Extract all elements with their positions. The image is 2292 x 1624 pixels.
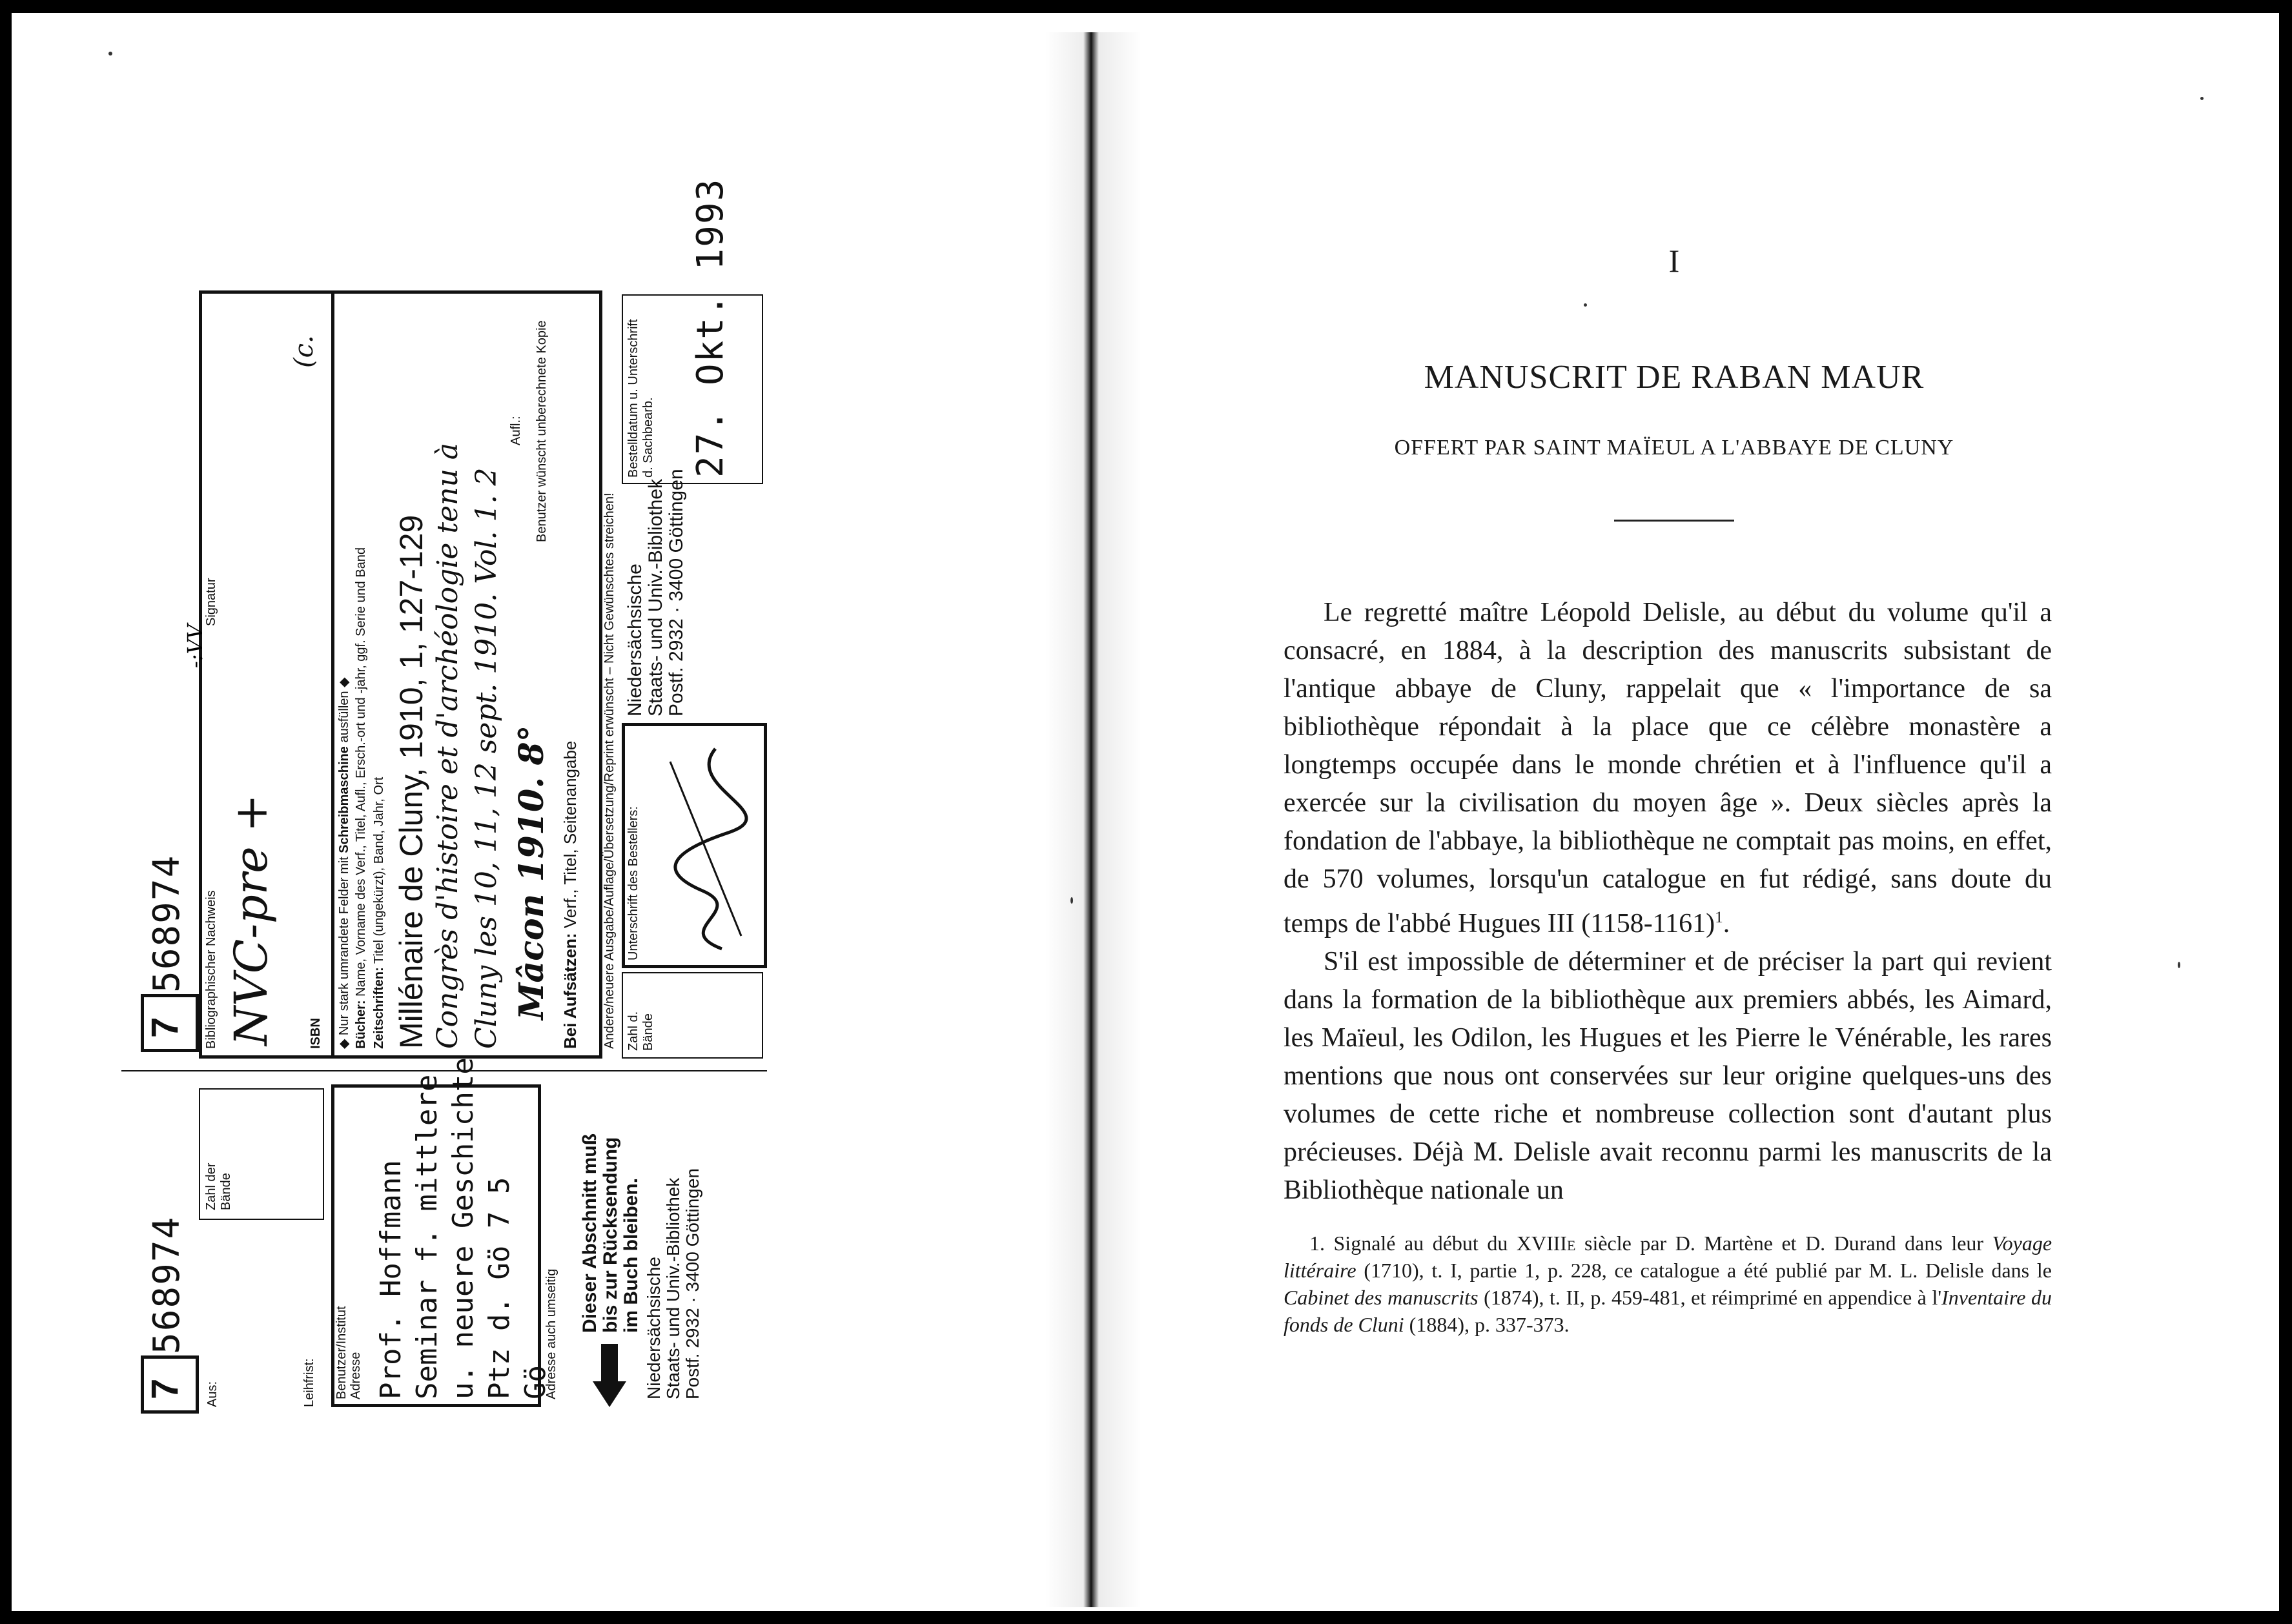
paragraph-1: Le regretté maître Léopold Delisle, au début du volume qu'il a consacré, en 1884, à la description des manuscrits subsistant de l'antique abbaye de Cluny, rappelait que « l'importance de sa bibliothèque répondait à la place que ce célèbre monastère a longtemps occupée dans le monde chrétien et à l'influence qu'il a exercée sur la civilisation du moyen âge ». Deux siècles après la fondation de l'abbaye, la bibliothèque ne comptait pas moins, en effet, de 570 volumes, lorsqu'un catalogue en fut rédigé, sans doute du temps de l'abbé Hugues III (1158-1161)$^1$. xyxy=(1284,598,2052,939)
isbn-label: ISBN xyxy=(309,1018,323,1049)
zeitschriften-line: Zeitschriften: Titel (ungekürzt), Band, Jahr, Ort xyxy=(372,776,386,1049)
adresse-label: Adresse xyxy=(349,1352,363,1399)
aus-label: Aus: xyxy=(205,1381,220,1407)
slip-number-2: 568974 xyxy=(146,854,188,993)
body-text xyxy=(1284,594,2052,1210)
address-lines xyxy=(373,1057,554,1399)
slip-divider xyxy=(121,1070,767,1071)
leihfrist-label: Leihfrist: xyxy=(302,1358,316,1407)
address-line: Gö xyxy=(519,1365,552,1399)
footnote: 1. Signalé au début du XVIIIe siècle par D. Martène et D. Durand dans leur Voyage littéraire (1710), t. I, partie 1, p. 228, ce catalogue a été publié par M. L. Delisle dans le Cabinet des manuscrits (1874), t. II, p. 459-481, et réimprimé en appendice à l'Inventaire du fonds de Cluni (1884), p. 337-373. xyxy=(1284,1232,2052,1336)
library-address-2: Niedersächsische Staats- und Univ.-Bibliothek Postf. 2932 · 3400 Göttingen xyxy=(624,469,687,716)
dieser-abschnitt: Dieser Abschnitt muß bis zur Rücksendung im Buch bleiben. xyxy=(579,1133,642,1333)
slip-number-prefix: 7 xyxy=(144,1378,186,1399)
left-arrow-icon xyxy=(593,1381,626,1407)
address-line: Ptz d. Gö 7 5 xyxy=(483,1177,516,1399)
address-line: Seminar f. mittlere xyxy=(411,1074,444,1399)
book-page xyxy=(1271,13,2078,1611)
hand-line-2: Cluny les 10, 11, 12 sept. 1910. Vol. 1. 2 xyxy=(470,467,503,1049)
zahl-der-baende: Zahl der Bände xyxy=(204,1162,233,1210)
loan-slip xyxy=(121,178,767,1433)
left-arrow-body xyxy=(601,1344,618,1383)
zahl-d-baende: Zahl d. Bände xyxy=(626,1011,655,1051)
address-line: u. neuere Geschichte xyxy=(447,1057,480,1399)
unterschrift-besteller: Unterschrift des Bestellers: xyxy=(626,806,640,960)
buecher-line: Bücher: Name, Vorname des Verf., Titel, Aufl., Ersch.-ort und -jahr, ggf. Serie und Band xyxy=(354,547,368,1049)
biblio-nachweis-hand: NVC-pre + xyxy=(225,794,278,1046)
adresse-umseitig: Adresse auch umseitig xyxy=(544,1268,558,1399)
library-address-1: Niedersächsische Staats- und Univ.-Bibliothek Postf. 2932 · 3400 Göttingen xyxy=(644,1168,702,1399)
andere-ausgabe: Andere/neuere Ausgabe/Auflage/Übersetzung/Reprint erwünscht – Nicht Gewünschtes streichen! xyxy=(602,492,617,1049)
address-line: Prof. Hoffmann xyxy=(374,1160,407,1399)
aufsaetze-line: Bei Aufsätzen: Verf., Titel, Seitenangabe xyxy=(560,740,580,1049)
footnote-ref: 1 xyxy=(1715,909,1723,926)
loan-slip-page xyxy=(12,13,819,1611)
benutzer-label: Benutzer/Institut xyxy=(334,1306,349,1399)
paragraph-2: S'il est impossible de déterminer et de préciser la part qui revient dans la formation de la bibliothèque aux premiers abbés, les Aimard, les Maïeul, les Odilon, les Hugues et les Pierre le Vénérable, les rares mentions que nous ont conservées sur leur origine quelques-uns des volumes de cette riche et nombreuse collection sont d'autant plus précieuses. Déjà M. Delisle avait reconnu parmi les manuscrits de la Bibliothèque nationale un xyxy=(1284,947,2052,1205)
title-rule xyxy=(1614,520,1734,522)
corner-scribble: (c. xyxy=(289,335,319,368)
scanned-sheet xyxy=(12,13,2279,1611)
chapter-title: MANUSCRIT DE RABAN MAUR xyxy=(1424,359,1925,396)
scan-speck xyxy=(2178,962,2180,968)
instruction: ◆ Nur stark umrandete Felder mit Schreibmaschine ausfüllen ◆ xyxy=(337,677,351,1049)
slip-number: 568974 xyxy=(146,1215,188,1354)
bestelldatum-label: Bestelldatum u. Unterschrift d. Sachbearb. xyxy=(626,319,655,478)
kopie-note: Benutzer wünscht unberechnete Kopie xyxy=(535,320,549,542)
scan-speck xyxy=(1070,897,1073,904)
scan-speck xyxy=(2200,97,2204,100)
typed-title: Millénaire de Cluny, 1910, 1, 127-129 xyxy=(393,514,429,1049)
date-stamp: 27. Okt. 1993 xyxy=(690,178,732,478)
book-gutter xyxy=(1083,32,1099,1607)
chapter-subtitle: OFFERT PAR SAINT MAÏEUL A L'ABBAYE DE CLUNY xyxy=(1394,436,1954,460)
biblio-nachweis-label: Bibliographischer Nachweis xyxy=(204,890,218,1049)
signatur-label: Signatur xyxy=(204,578,218,626)
signature-scribble xyxy=(644,742,754,955)
hand-line-1: Congrès d'histoire et d'archéologie tenu à xyxy=(431,442,464,1049)
slip-number-prefix-2: 7 xyxy=(144,1017,186,1038)
hand-line-3: Mâcon 1910. 8° xyxy=(512,725,551,1020)
chapter-number: I xyxy=(1668,243,1680,279)
scan-speck xyxy=(108,52,112,56)
top-mark: -:VV xyxy=(183,624,207,668)
aufl-label: Aufl.: xyxy=(509,416,523,445)
